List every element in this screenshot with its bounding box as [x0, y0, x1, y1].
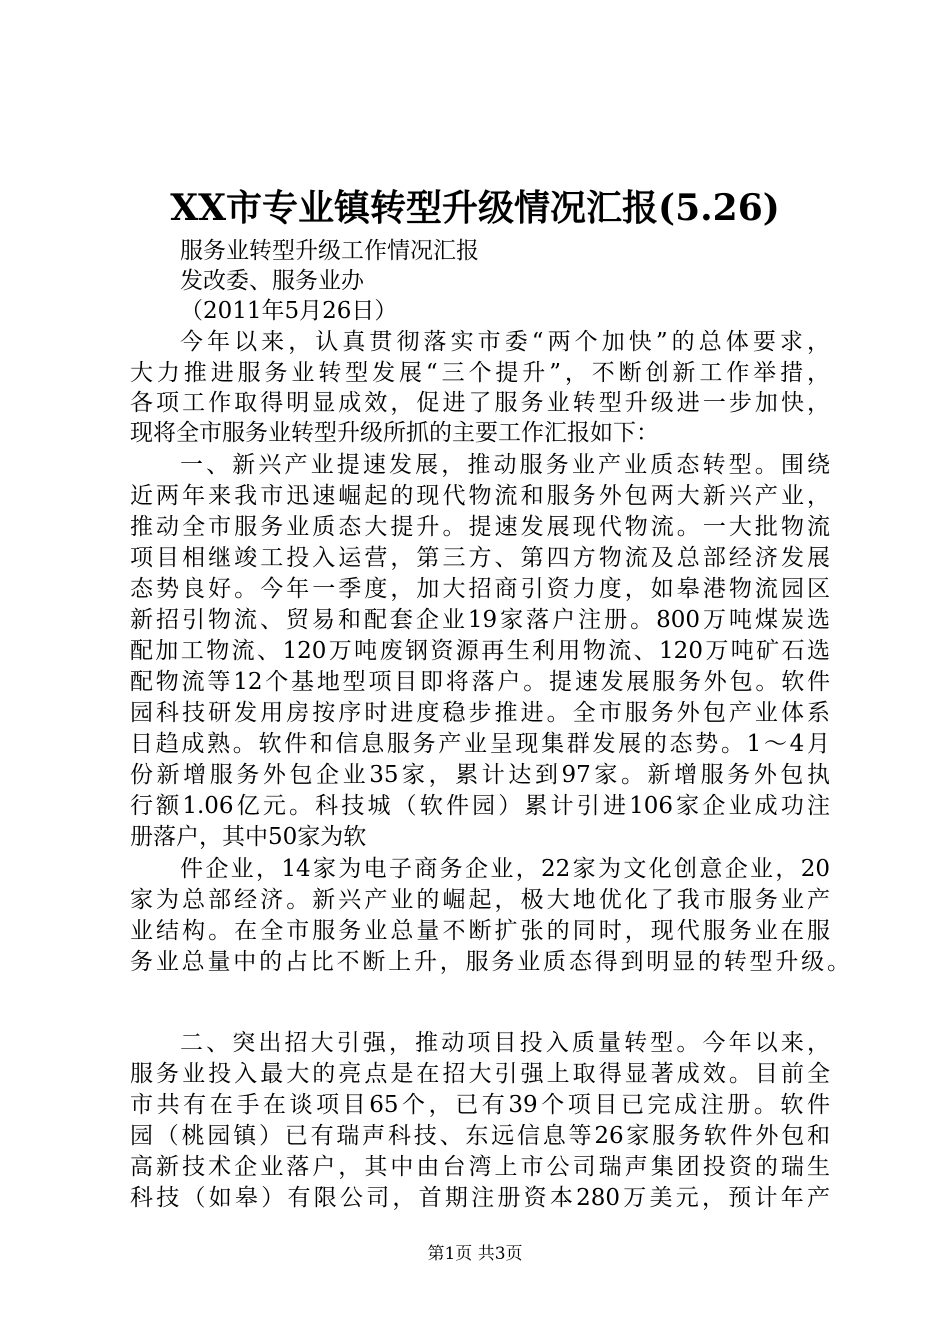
paragraph-line: 业结构。在全市服务业总量不断扩张的同时，现代服务业在服: [130, 918, 830, 944]
paragraph-line: 服务业投入最大的亮点是在招大引强上取得显著成效。目前全: [130, 1061, 830, 1087]
paragraph-line: 项目相继竣工投入运营，第三方、第四方物流及总部经济发展: [130, 545, 830, 571]
paragraph-line: 册落户，其中50家为软: [130, 824, 367, 850]
paragraph-line: 市共有在手在谈项目65个，已有39个项目已完成注册。软件: [130, 1092, 830, 1118]
document-date: （2011年5月26日）: [180, 298, 398, 324]
paragraph-line: 件企业，14家为电子商务企业，22家为文化创意企业，20: [180, 856, 830, 882]
paragraph-line: 今年以来，认真贯彻落实市委“两个加快”的总体要求，: [180, 329, 830, 355]
paragraph-line: 态势良好。今年一季度，加大招商引资力度，如皋港物流园区: [130, 576, 830, 602]
paragraph-line: 配物流等12个基地型项目即将落户。提速发展服务外包。软件: [130, 669, 830, 695]
document-title: XX市专业镇转型升级情况汇报(5.26): [170, 187, 780, 229]
paragraph-line: 大力推进服务业转型发展“三个提升”，不断创新工作举措，: [130, 360, 830, 386]
paragraph-line: 务业总量中的占比不断上升，服务业质态得到明显的转型升级。: [130, 949, 850, 975]
paragraph-line: 新招引物流、贸易和配套企业19家落户注册。800万吨煤炭选: [130, 607, 830, 633]
paragraph-line: 园科技研发用房按序时进度稳步推进。全市服务外包产业体系: [130, 700, 830, 726]
document-author: 发改委、服务业办: [180, 268, 364, 294]
paragraph-line: 配加工物流、120万吨废钢资源再生利用物流、120万吨矿石选: [130, 638, 830, 664]
paragraph-line: 各项工作取得明显成效，促进了服务业转型升级进一步加快，: [130, 390, 830, 416]
paragraph-line: 家为总部经济。新兴产业的崛起，极大地优化了我市服务业产: [130, 887, 830, 913]
paragraph-line: 二、突出招大引强，推动项目投入质量转型。今年以来，: [180, 1030, 830, 1056]
paragraph-line: 一、新兴产业提速发展，推动服务业产业质态转型。围绕: [180, 452, 830, 478]
paragraph-line: 高新技术企业落户，其中由台湾上市公司瑞声集团投资的瑞生: [130, 1154, 830, 1180]
paragraph-line: 日趋成熟。软件和信息服务产业呈现集群发展的态势。1～4月: [130, 731, 830, 757]
paragraph-line: 推动全市服务业质态大提升。提速发展现代物流。一大批物流: [130, 514, 830, 540]
paragraph-line: 份新增服务外包企业35家，累计达到97家。新增服务外包执: [130, 762, 830, 788]
paragraph-line: 行额1.06亿元。科技城（软件园）累计引进106家企业成功注: [130, 793, 830, 819]
document-subtitle: 服务业转型升级工作情况汇报: [180, 238, 479, 264]
page-number-footer: 第1页 共3页: [427, 1244, 523, 1264]
paragraph-line: 近两年来我市迅速崛起的现代物流和服务外包两大新兴产业，: [130, 483, 830, 509]
paragraph-line: 现将全市服务业转型升级所抓的主要工作汇报如下：: [130, 420, 659, 446]
paragraph-line: 园（桃园镇）已有瑞声科技、东远信息等26家服务软件外包和: [130, 1123, 830, 1149]
paragraph-line: 科技（如皋）有限公司，首期注册资本280万美元，预计年产: [130, 1185, 830, 1211]
